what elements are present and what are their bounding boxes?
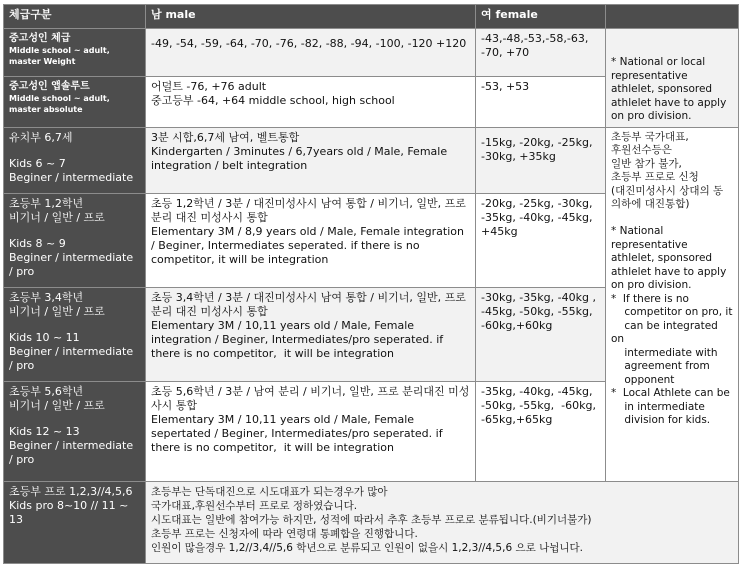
row-label xyxy=(4,127,146,193)
weight-class-table xyxy=(3,4,739,564)
row-label xyxy=(4,381,146,481)
male-line: Kindergarten / 3minutes / 6,7years old / Male, Female integration / belt integration xyxy=(151,144,451,172)
female-cell xyxy=(476,381,606,481)
row-title: 초등부 5,6학년 xyxy=(9,384,84,398)
pro-text-line: 초등부는 단독대진으로 시도대표가 되는경우가 많아 xyxy=(151,485,388,498)
pro-text-line: 초등부 프로는 신청자에 따라 연령대 통폐합을 진행합니다. xyxy=(151,527,418,540)
female-cell xyxy=(476,193,606,287)
row-subtitle: Beginer / intermediate / pro xyxy=(9,438,137,466)
row-label xyxy=(4,77,146,127)
table-row xyxy=(4,127,739,193)
header-category: 체급구분 xyxy=(4,5,146,29)
row-subtitle: Middle school ~ adult, master Weight xyxy=(9,46,110,66)
header-row xyxy=(4,5,739,29)
male-line: 중고등부 -64, +64 middle school, high school xyxy=(151,94,395,108)
female-weights: -20kg, -25kg, -30kg, -35kg, -40kg, -45kg, +45kg xyxy=(481,196,596,238)
row-title-2: 비기너 / 일반 / 프로 xyxy=(9,304,105,318)
male-line: 초등 3,4학년 / 3분 / 대진미성사시 남여 통합 / 비기너, 일반, 프로분리 대진 미성사시 통합 xyxy=(151,290,466,318)
male-line: 초등 1,2학년 / 3분 / 대진미성사시 남여 통합 / 비기너, 일반, 프로 분리 대진 미성사시 통합 xyxy=(151,196,470,224)
row-subtitle: Kids 12 ~ 13 xyxy=(9,424,80,438)
header-female: 여 female xyxy=(476,5,606,29)
male-line: Elementary 3M / 10,11 years old / Male, Female integration / Beginer, Intermediates/pro seperated. if there is no competitor, it will be integration xyxy=(151,318,447,360)
row-title-2: Kids pro 8~10 // 11 ~ 13 xyxy=(9,498,132,526)
row-title: 초등부 3,4학년 xyxy=(9,290,84,304)
note-kids-cell xyxy=(606,127,739,481)
female-weights: -15kg, -20kg, -25kg, -30kg, +35kg xyxy=(481,135,596,163)
row-subtitle: Beginer / intermediate / pro xyxy=(9,250,137,278)
note-pro-division: * National or local representative athlelet, sponsored athlelet have to apply on pro division. xyxy=(611,56,730,122)
pro-text-line: 시도대표는 일반에 참여가능 하지만, 성적에 따라서 추후 초등부 프로로 분류됩니다.(비기너불가) xyxy=(151,513,592,526)
row-subtitle: Kids 6 ~ 7 xyxy=(9,156,66,170)
male-line: Elementary 3M / 10,11 years old / Male, Female sepertated / Beginer, Intermediates/pro seperated. if there is no competitor, it will be integration xyxy=(151,412,447,454)
row-label xyxy=(4,29,146,77)
row-subtitle: Middle school ~ adult, master absolute xyxy=(9,94,110,115)
row-title-2: 비기너 / 일반 / 프로 xyxy=(9,210,105,224)
row-label xyxy=(4,481,146,563)
row-label xyxy=(4,193,146,287)
note-kids-division: 초등부 국가대표, 후원선수등은 일반 참가 불가, 초등부 프로로 신청 (대진미성사시 상대의 동의하에 대진통합) * National representative athlelet, sponsored athlelet have to apply on pro division. * If there is no competitor on pro, it can be integrated on intermediate with agreement from opponent * Local Athlete can be in intermediate division for kids. xyxy=(611,130,733,426)
pro-division-text-cell xyxy=(146,481,739,563)
male-line: 어덜트 -76, +76 adult xyxy=(151,80,267,94)
female-cell xyxy=(476,287,606,381)
row-subtitle: Beginer / intermediate / pro xyxy=(9,344,137,372)
row-title: 초등부 프로 1,2,3//4,5,6 xyxy=(9,484,133,498)
female-cell xyxy=(476,127,606,193)
male-cell xyxy=(146,287,476,381)
row-title: 중고성인 체급 xyxy=(9,33,71,44)
female-cell xyxy=(476,29,606,77)
header-male: 남 male xyxy=(146,5,476,29)
header-note xyxy=(606,5,739,29)
male-line: Elementary 3M / 8,9 years old / Male, Female integration / Beginer, Intermediates seperated. if there is no competitor, it will be integration xyxy=(151,224,468,266)
male-cell xyxy=(146,29,476,77)
male-cell xyxy=(146,77,476,127)
row-label xyxy=(4,287,146,381)
row-title: 유치부 6,7세 xyxy=(9,130,73,144)
male-weights: -49, -54, -59, -64, -70, -76, -82, -88, -94, -100, -120 +120 xyxy=(151,37,467,50)
male-cell xyxy=(146,381,476,481)
table-row xyxy=(4,481,739,563)
row-subtitle: Kids 10 ~ 11 xyxy=(9,330,80,344)
row-subtitle: Kids 8 ~ 9 xyxy=(9,236,66,250)
female-weights: -35kg, -40kg, -45kg, -50kg, -55kg, -60kg, -65kg,+65kg xyxy=(481,384,600,426)
male-cell xyxy=(146,127,476,193)
female-cell xyxy=(476,77,606,127)
pro-text-line: 국가대표,후원선수부터 프로로 정하였습니다. xyxy=(151,499,358,512)
male-line: 초등 5,6학년 / 3분 / 남여 분리 / 비기너, 일반, 프로 분리대진 미성사시 통합 xyxy=(151,384,470,412)
row-title: 초등부 1,2학년 xyxy=(9,196,84,210)
male-line: 3분 시합,6,7세 남여, 벨트통합 xyxy=(151,130,300,144)
male-cell xyxy=(146,193,476,287)
row-title-2: 비기너 / 일반 / 프로 xyxy=(9,398,105,412)
row-title: 중고성인 앱솔루트 xyxy=(9,81,90,93)
note-pro-cell xyxy=(606,29,739,128)
female-weights: -53, +53 xyxy=(481,80,530,94)
pro-text-line: 인원이 많을경우 1,2//3,4//5,6 학년으로 분류되고 인원이 없을시 1,2,3//4,5,6 으로 나뉩니다. xyxy=(151,541,583,554)
female-weights: -43,-48,-53,-58,-63, -70, +70 xyxy=(481,32,592,59)
table-row xyxy=(4,29,739,77)
female-weights: -30kg, -35kg, -40kg , -45kg, -50kg, -55kg, -60kg,+60kg xyxy=(481,290,600,332)
row-subtitle: Beginer / intermediate xyxy=(9,170,134,184)
